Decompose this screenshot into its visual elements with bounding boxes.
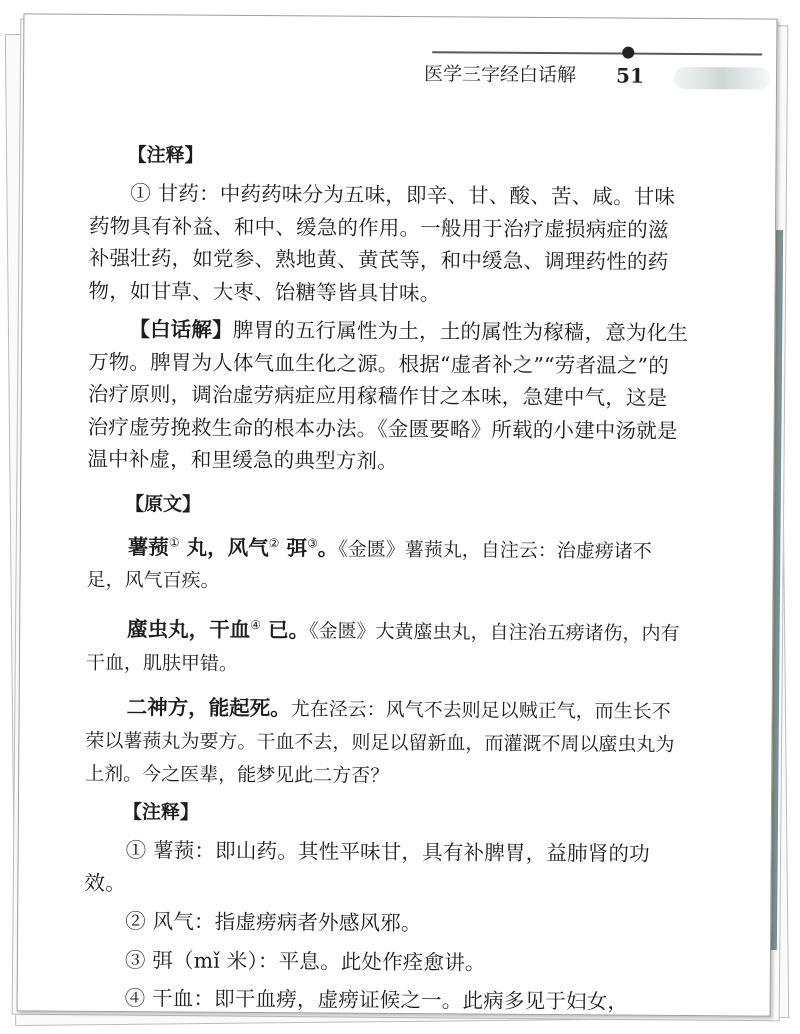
verse-text: 已。 [260, 618, 310, 643]
header-rule [432, 51, 762, 55]
verse-commentary: 《金匮》大黄䗪虫丸，自注治五痨诸伤，内有干血，肌肤甲错。 [85, 620, 680, 676]
header-decoration [674, 67, 770, 90]
verse-text: 䗪虫丸，干血 [127, 617, 251, 643]
section-heading-explanation: 【白话解】 [129, 317, 233, 342]
note-item: ② 风气：指虚痨病者外感风邪。 [125, 909, 422, 936]
original-verse-2 [86, 608, 686, 683]
running-header-title: 医学三字经白话解 [424, 63, 577, 87]
header-dot [622, 47, 634, 59]
note-item: ① 薯蓣：即山药。其性平味甘，具有补脾胃，益肺肾的功效。 [84, 838, 650, 895]
verse-text: 薯蓣 [127, 534, 169, 559]
note-paragraph: ① 甘药：中药药味分为五味，即辛、甘、酸、苦、咸。甘味药物具有补益、和中、缓急的作用。一般用于治疗虚损病症的滋补强壮药，如党参、熟地黄、黄芪等，和中缓急、调理药性的药物，如甘草、大枣、饴糖等皆具甘味。 [88, 181, 676, 305]
note-item: ③ 弭（mǐ 米）：平息。此处作痊愈讲。 [124, 947, 486, 975]
page-number: 51 [615, 63, 645, 88]
section-heading-notes: 【注释】 [127, 144, 204, 167]
section-heading-original: 【原文】 [124, 492, 202, 516]
verse-text: 弭 [279, 535, 308, 560]
book-page [17, 13, 778, 1016]
verse-commentary: 《金匮》薯蓣丸，自注云：治虚痨诸不足，风气百疾。 [86, 537, 652, 593]
note-item: ④ 干血：即干血痨，虚痨证候之一。此病多见于妇女， [124, 986, 629, 1014]
explanation-paragraph [87, 313, 688, 480]
original-verse-3 [85, 691, 686, 794]
verse-text: 。 [317, 535, 339, 560]
page-content [84, 139, 690, 1017]
explanation-text: 脾胃的五行属性为土，土的属性为稼穑，意为化生万物。脾胃为人体气血生化之源。根据“虚者补之”“劳者温之”的治疗原则，调治虚劳病症应用稼穑作甘之本味，急建中气，这是治疗虚劳挽救生命的根本办法。《金匮要略》所载的小建中汤就是温中补虚，和里缓急的典型方剂。 [87, 317, 689, 474]
verse-text: 二神方，能起死。 [126, 695, 291, 721]
footnote-marker: ④ [250, 618, 262, 633]
original-verse-1 [86, 525, 686, 600]
footnote-marker: ① [168, 534, 180, 549]
footnote-marker: ② [268, 535, 280, 550]
verse-text: 丸，风气 [179, 534, 269, 560]
verse-commentary: 尤在泾云：风气不去则足以贼正气，而生长不荣以薯蓣丸为要方。干血不去，则足以留新血，而灌溉不周以䗪虫丸为上剂。今之医辈，能梦见此二方否？ [85, 698, 675, 788]
footnote-marker: ③ [307, 535, 318, 550]
section-heading-notes-2: 【注释】 [122, 801, 200, 824]
